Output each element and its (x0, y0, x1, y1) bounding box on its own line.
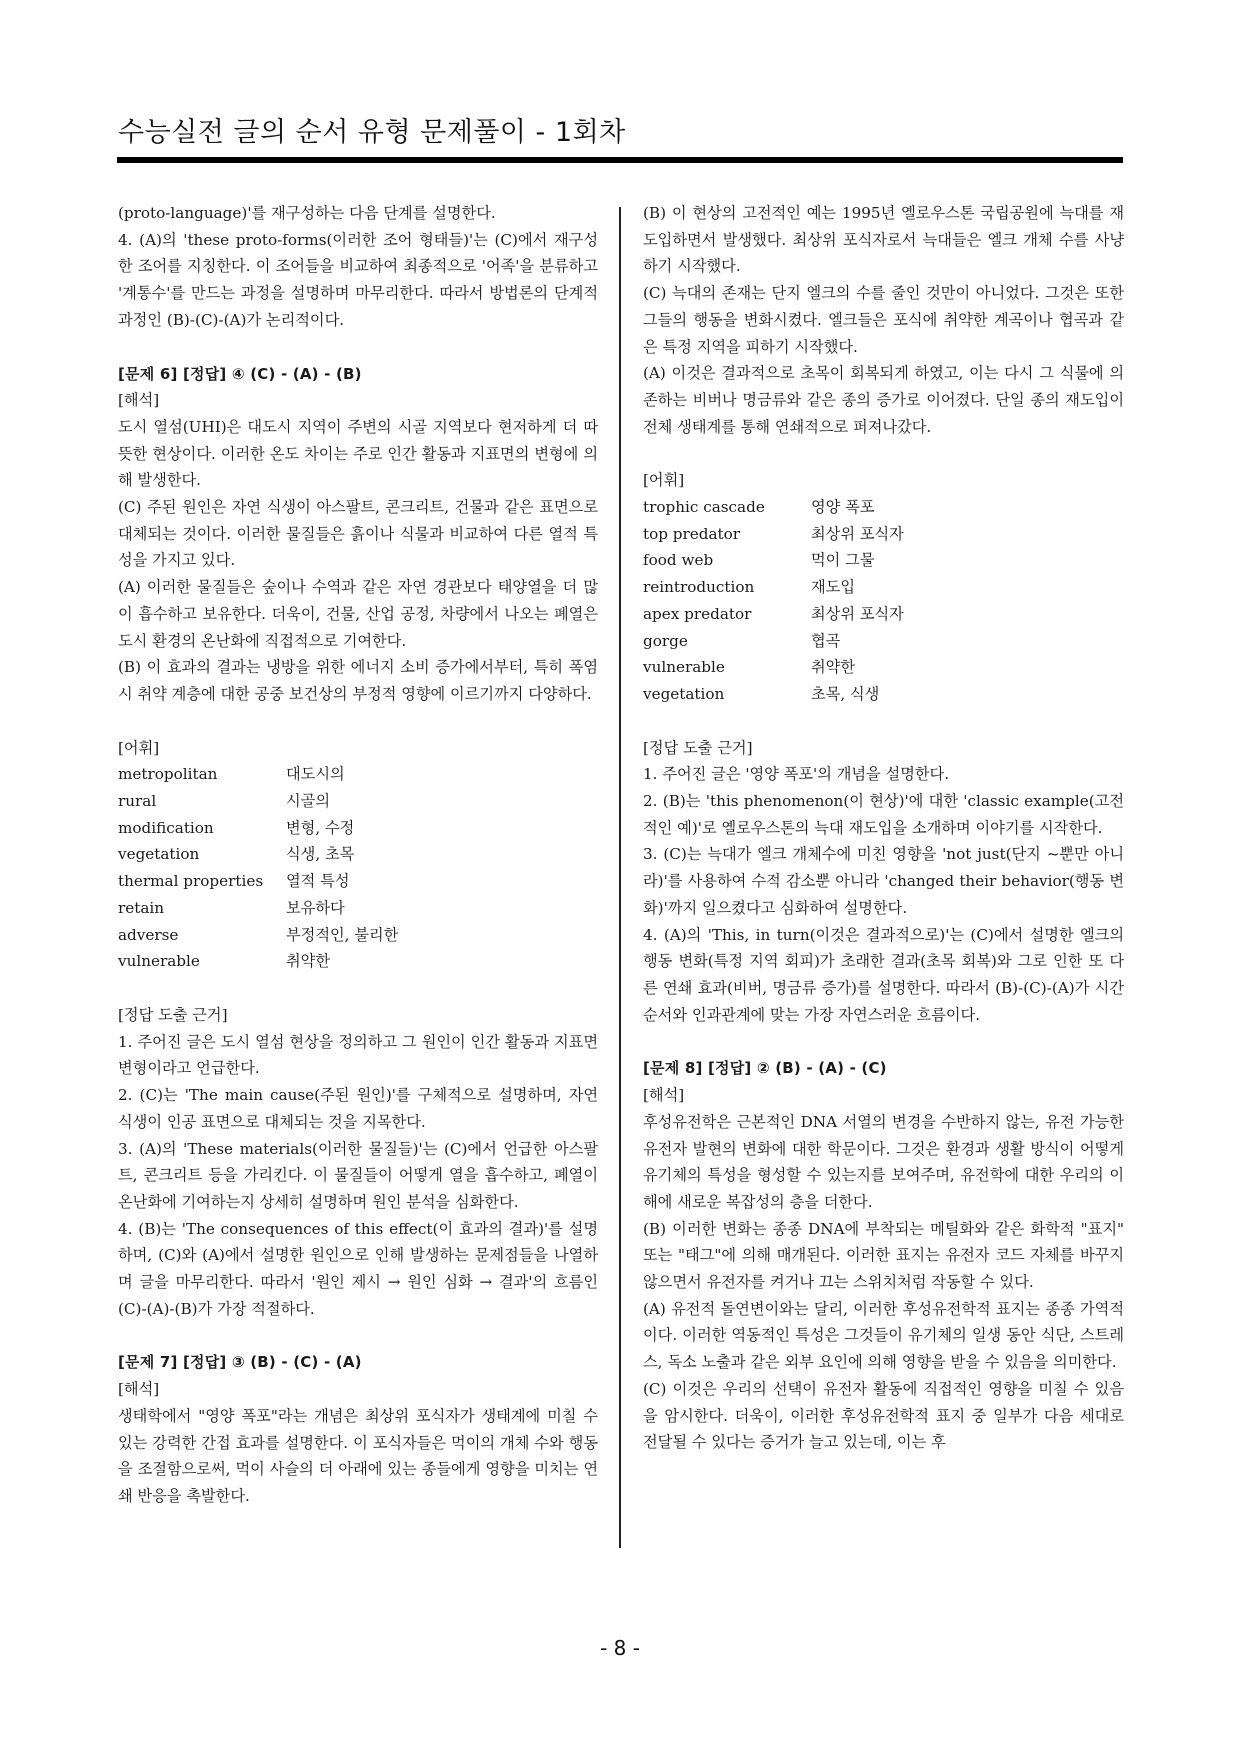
interpretation-paragraph: (B) 이러한 변화는 종종 DNA에 부착되는 메틸화와 같은 화학적 "표지" 또는 "태그"에 의해 매개된다. 이러한 표지는 유전자 코드 자체를 바꾸지 않으면서 유전자를 켜거나 끄는 스위치처럼 작동할 수 있다. (643, 1219, 1124, 1292)
vocab-meaning: 영양 폭포 (811, 498, 875, 517)
basis-item: 4. (B)는 'The consequences of this effect(이 효과의 결과)'를 설명하며, (C)와 (A)에서 설명한 원인으로 인해 발생하는 문제점들을 나열하며 글을 마무리한다. 따라서 '원인 제시 → 원인 심화 → 결과'의 흐름인 (C)-(A)-(B)가 가장 적절하다. (118, 1219, 598, 1318)
vocab-term: retain (118, 898, 165, 917)
vocab-term: trophic cascade (643, 498, 765, 517)
vocab-term: vegetation (643, 684, 725, 703)
interpretation-paragraph: (A) 이러한 물질들은 숲이나 수역과 같은 자연 경관보다 태양열을 더 많이 흡수하고 보유한다. 더욱이, 건물, 산업 공정, 차량에서 나오는 폐열은 도시 환경의 온난화에 직접적으로 기여한다. (118, 578, 598, 650)
title-rule (117, 157, 1123, 163)
interpretation-paragraph: 생태학에서 "영양 폭포"라는 개념은 최상위 포식자가 생태계에 미칠 수 있는 강력한 간접 효과를 설명한다. 이 포식자들은 먹이의 개체 수와 행동을 조절함으로써, 먹이 사슬의 더 아래에 있는 종들에게 영향을 미치는 연쇄 반응을 촉발한다. (118, 1406, 598, 1505)
vocab-meaning: 대도시의 (286, 765, 345, 784)
interpretation-paragraph: (C) 늑대의 존재는 단지 엘크의 수를 줄인 것만이 아니었다. 그것은 또한 그들의 행동을 변화시켰다. 엘크들은 포식에 취약한 계곡이나 협곡과 같은 특정 지역을 피하기 시작했다. (643, 284, 1124, 356)
vocab-meaning: 재도입 (811, 578, 856, 597)
spacer (643, 440, 1124, 467)
vocab-term: adverse (118, 925, 179, 944)
spacer (643, 1028, 1124, 1055)
interpretation-paragraph: (C) 주된 원인은 자연 식생이 아스팔트, 콘크리트, 건물과 같은 표면으로 대체되는 것이다. 이러한 물질들은 흙이나 식물과 비교하여 다른 열적 특성을 가지고 있다. (118, 498, 598, 570)
interpretation-paragraph: (C) 이것은 우리의 선택이 유전자 활동에 직접적인 영향을 미칠 수 있음을 암시한다. 더욱이, 이러한 후성유전학적 표지 중 일부가 다음 세대로 전달될 수 있다는 증거가 늘고 있는데, 이는 후 (643, 1379, 1124, 1452)
basis-item: 1. 주어진 글은 도시 열섬 현상을 정의하고 그 원인이 인간 활동과 지표면 변형이라고 언급한다. (118, 1032, 598, 1078)
basis-item: 2. (B)는 'this phenomenon(이 현상)'에 대한 'classic example(고전적인 예)'로 옐로우스톤의 늑대 재도입을 소개하며 이야기를 시작한다. (643, 792, 1124, 837)
interpretation-paragraph: 도시 열섬(UHI)은 대도시 지역이 주변의 시골 지역보다 현저하게 더 따뜻한 현상이다. 이러한 온도 차이는 주로 인간 활동과 지표면의 변형에 의해 발생한다. (118, 417, 598, 490)
spacer (118, 334, 598, 361)
right-column (643, 200, 1124, 1456)
vocab-term: apex predator (643, 604, 752, 623)
vocab-term: modification (118, 818, 214, 837)
vocab-meaning: 취약한 (286, 952, 331, 971)
vocab-meaning: 식생, 초목 (286, 845, 355, 864)
vocab-meaning: 부정적인, 불리한 (286, 925, 399, 944)
page-number: - 8 - (600, 1636, 640, 1660)
vocab-term: vulnerable (643, 658, 725, 677)
basis-item: 2. (C)는 'The main cause(주된 원인)'를 구체적으로 설명하며, 자연 식생이 인공 표면으로 대체되는 것을 지목한다. (118, 1086, 598, 1131)
interpretation-paragraph: (A) 이것은 결과적으로 초목이 회복되게 하였고, 이는 다시 그 식물에 의존하는 비버나 명금류와 같은 종의 증가로 이어졌다. 단일 종의 재도입이 전체 생태계를 통해 연쇄적으로 퍼져나갔다. (643, 364, 1124, 436)
interpretation-label: [해석] (118, 1380, 160, 1399)
question-8 (643, 1055, 1124, 1456)
vocab-term: reintroduction (643, 578, 755, 597)
vocab-term: vulnerable (118, 952, 200, 971)
basis-item: 4. (A)의 'This, in turn(이것은 결과적으로)'는 (C)에서 설명한 엘크의 행동 변화(특정 지역 회피)가 초래한 결과(초목 회복)와 그로 인한 또 다른 연쇄 효과(비버, 명금류 증가)를 설명한다. 따라서 (B)-(C)-(A)가 시간 순서와 인과관계에 맞는 가장 자연스러운 흐름이다. (643, 925, 1124, 1024)
vocab-list (643, 494, 1124, 708)
interpretation-paragraph: 후성유전학은 근본적인 DNA 서열의 변경을 수반하지 않는, 유전 가능한 유전자 발현의 변화에 대한 학문이다. 그것은 환경과 생활 방식이 어떻게 유기체의 특성을 형성할 수 있는지를 보여주며, 유전학에 대한 우리의 이해에 새로운 복잡성의 층을 더한다. (643, 1112, 1124, 1211)
interpretation-paragraph: (B) 이 현상의 고전적인 예는 1995년 옐로우스톤 국립공원에 늑대를 재도입하면서 발생했다. 최상위 포식자로서 늑대들은 엘크 개체 수를 사냥하기 시작했다. (643, 204, 1124, 276)
vocab-term: thermal properties (118, 872, 264, 891)
spacer (118, 708, 598, 735)
intro-paragraph: 4. (A)의 'these proto-forms(이러한 조어 형태들)'는 (C)에서 재구성한 조어를 지칭한다. 이 조어들을 비교하여 최종적으로 '어족'을 분류하고 '계통수'를 만드는 과정을 설명하며 마무리한다. 따라서 방법론의 단계적 과정인 (B)-(C)-(A)가 논리적이다. (118, 230, 598, 329)
vocab-label: [어휘] (643, 471, 685, 490)
vocab-term: top predator (643, 524, 741, 543)
question-6-heading: [문제 6] [정답] ④ (C) - (A) - (B) (118, 364, 362, 383)
vocab-label: [어휘] (118, 738, 160, 757)
question-7-heading: [문제 7] [정답] ③ (B) - (C) - (A) (118, 1353, 362, 1372)
interpretation-label: [해석] (643, 1086, 685, 1105)
vocab-term: rural (118, 792, 157, 811)
interpretation-paragraph: (A) 유전적 돌연변이와는 달리, 이러한 후성유전학적 표지는 종종 가역적이다. 이러한 역동적인 특성은 그것들이 유기체의 일생 동안 식단, 스트레스, 독소 노출과 같은 외부 요인에 의해 영향을 받을 수 있음을 의미한다. (643, 1299, 1124, 1372)
question-7 (118, 1349, 598, 1509)
vocab-meaning: 먹이 그물 (811, 551, 875, 570)
vocab-meaning: 취약한 (811, 658, 856, 677)
question-6 (118, 361, 598, 1323)
interpretation-paragraph: (B) 이 효과의 결과는 냉방을 위한 에너지 소비 증가에서부터, 특히 폭염 시 취약 계층에 대한 공중 보건상의 부정적 영향에 이르기까지 다양하다. (118, 658, 598, 703)
basis-item: 3. (A)의 'These materials(이러한 물질들)'는 (C)에서 언급한 아스팔트, 콘크리트 등을 가리킨다. 이 물질들이 어떻게 열을 흡수하고, 폐열이 온난화에 기여하는지 상세히 설명하며 원인 분석을 심화한다. (118, 1139, 598, 1211)
vocab-meaning: 협곡 (811, 631, 841, 650)
vocab-meaning: 보유하다 (286, 898, 345, 917)
basis-item: 1. 주어진 글은 '영양 폭포'의 개념을 설명한다. (643, 765, 950, 784)
vocab-term: metropolitan (118, 765, 218, 784)
left-column (118, 200, 598, 1510)
spacer (118, 975, 598, 1002)
vocab-term: food web (643, 551, 714, 570)
question-8-heading: [문제 8] [정답] ② (B) - (A) - (C) (643, 1059, 887, 1078)
intro-paragraph: (proto-language)'를 재구성하는 다음 단계를 설명한다. (118, 204, 496, 222)
vocab-meaning: 시골의 (286, 792, 331, 811)
vocab-meaning: 초목, 식생 (811, 684, 880, 703)
spacer (118, 1322, 598, 1349)
page-title: 수능실전 글의 순서 유형 문제풀이 - 1회차 (118, 117, 626, 148)
interpretation-label: [해석] (118, 391, 160, 410)
basis-label: [정답 도출 근거] (643, 738, 753, 757)
spacer (643, 708, 1124, 735)
vocab-meaning: 변형, 수정 (286, 818, 355, 837)
column-divider (619, 207, 621, 1548)
basis-item: 3. (C)는 늑대가 엘크 개체수에 미친 영향을 'not just(단지 ~뿐만 아니라)'를 사용하여 수적 감소뿐 아니라 'changed their behavior(행동 변화)'까지 일으켰다고 심화하여 설명한다. (643, 845, 1124, 917)
vocab-list (118, 761, 598, 975)
basis-label: [정답 도출 근거] (118, 1005, 228, 1024)
vocab-meaning: 최상위 포식자 (811, 524, 904, 543)
vocab-term: vegetation (118, 845, 200, 864)
vocab-meaning: 최상위 포식자 (811, 604, 904, 623)
vocab-meaning: 열적 특성 (286, 872, 350, 891)
vocab-term: gorge (643, 631, 688, 650)
question-7-continued (643, 200, 1124, 1028)
